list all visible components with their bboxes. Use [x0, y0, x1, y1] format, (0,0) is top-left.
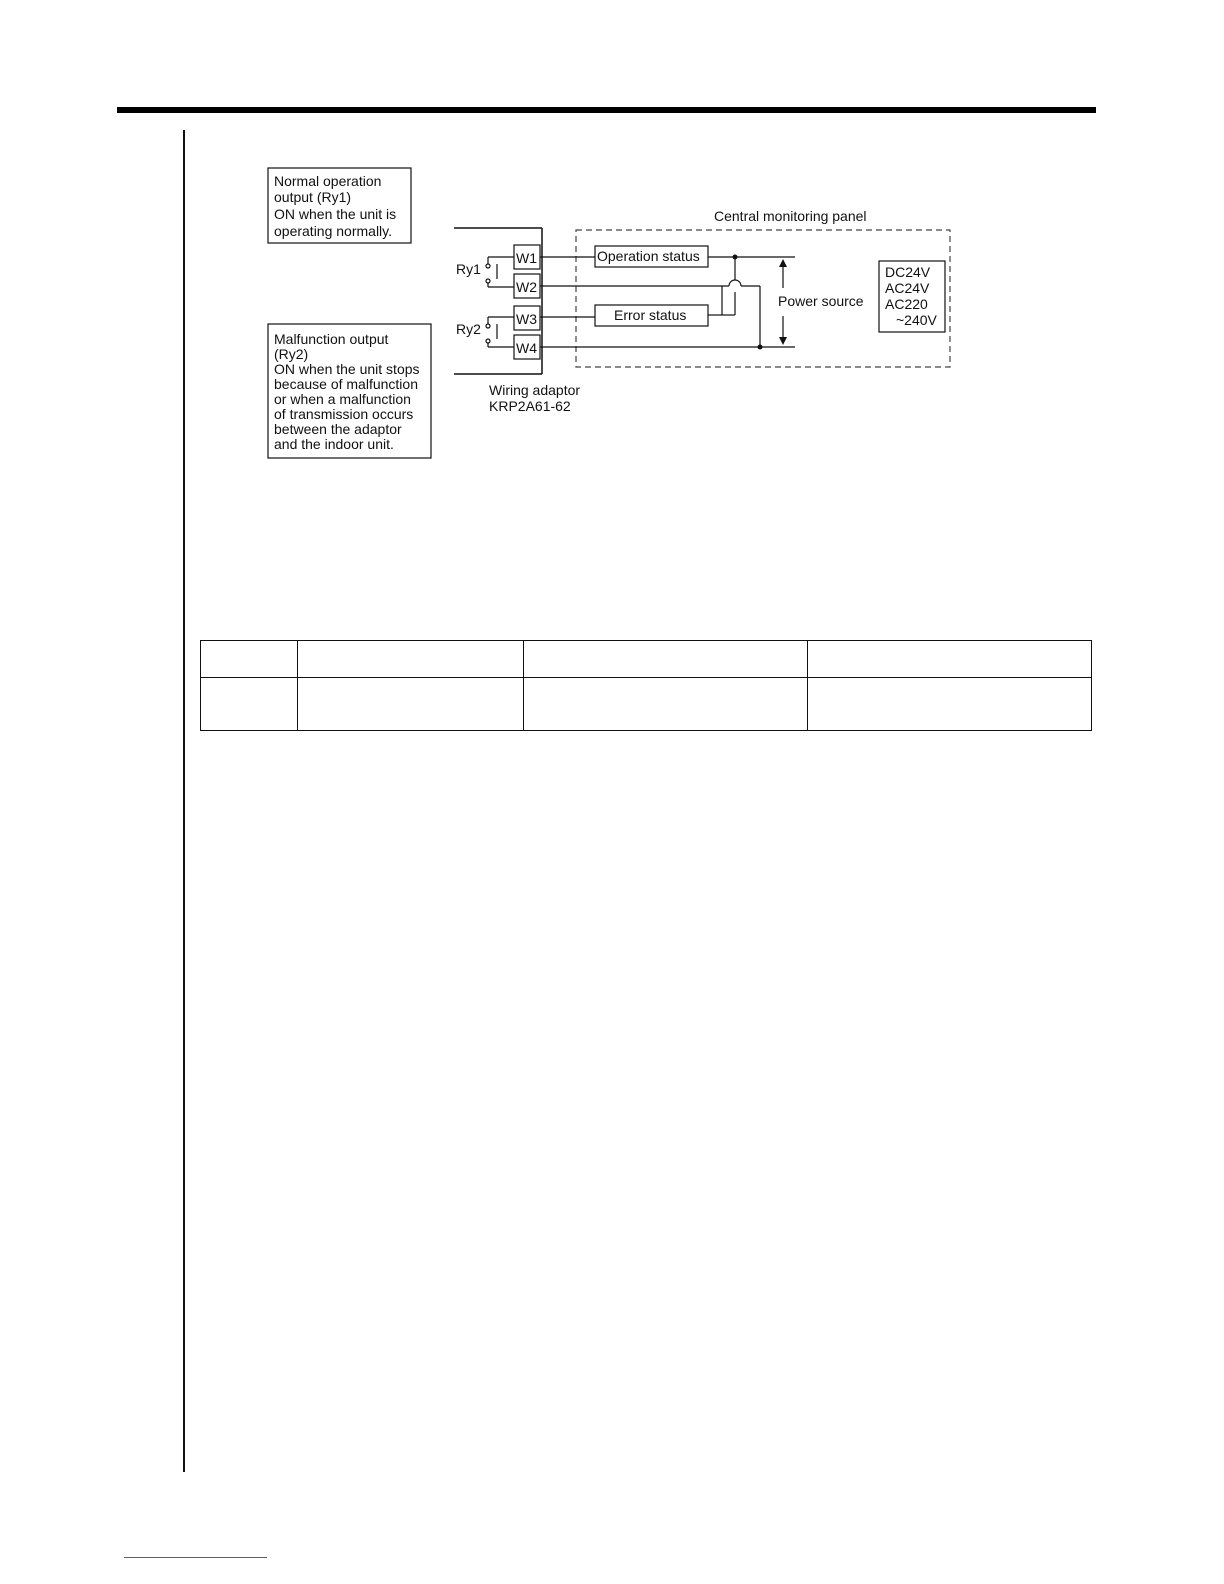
malfunction-box-line: ON when the unit stops — [274, 361, 420, 377]
wiring-lines — [540, 257, 795, 347]
malfunction-box-line: between the adaptor — [274, 421, 402, 437]
table-cell — [524, 641, 808, 678]
junction-dot — [758, 345, 763, 350]
malfunction-box-line: because of malfunction — [274, 376, 418, 392]
table-row — [201, 641, 1092, 678]
arrow-up-icon — [779, 259, 787, 267]
wiring-diagram — [0, 0, 1224, 600]
power-source-label: Power source — [778, 293, 864, 309]
malfunction-box-line: of transmission occurs — [274, 406, 414, 422]
normal-box-line: ON when the unit is — [274, 206, 397, 222]
relay-label: Ry1 — [456, 261, 481, 277]
terminal-label: W1 — [516, 250, 537, 266]
table-row — [201, 678, 1092, 731]
voltage-line: AC24V — [885, 280, 930, 296]
table-cell — [298, 678, 524, 731]
info-table — [200, 640, 1092, 731]
voltage-line: ~240V — [896, 312, 937, 328]
relay-ry1-contact — [486, 257, 514, 287]
relay-label: Ry2 — [456, 321, 481, 337]
arrow-down-icon — [779, 337, 787, 345]
relay-ry2-contact — [486, 317, 514, 347]
normal-box-line: operating normally. — [274, 223, 393, 239]
operation-status-label: Operation status — [597, 248, 700, 264]
terminal-label: W2 — [516, 279, 537, 295]
malfunction-box-line: and the indoor unit. — [274, 436, 394, 452]
normal-box-line: output (Ry1) — [274, 189, 352, 205]
table-cell — [201, 641, 298, 678]
footer-link-underline[interactable] — [124, 1557, 267, 1558]
malfunction-box-line: Malfunction output — [274, 331, 389, 347]
table-cell — [808, 678, 1092, 731]
malfunction-box-line: (Ry2) — [274, 346, 309, 362]
table-cell — [524, 678, 808, 731]
junction-dot — [733, 255, 738, 260]
table-cell — [201, 678, 298, 731]
error-status-label: Error status — [614, 307, 687, 323]
terminal-label: W3 — [516, 311, 537, 327]
voltage-line: DC24V — [885, 264, 931, 280]
malfunction-box-line: or when a malfunction — [274, 391, 411, 407]
terminal-label: W4 — [516, 340, 537, 356]
normal-box-line: Normal operation — [274, 173, 382, 189]
voltage-line: AC220 — [885, 296, 928, 312]
adaptor-model: KRP2A61-62 — [489, 398, 571, 414]
central-panel-label: Central monitoring panel — [714, 208, 867, 224]
table-cell — [298, 641, 524, 678]
adaptor-label: Wiring adaptor — [489, 382, 581, 398]
table-cell — [808, 641, 1092, 678]
